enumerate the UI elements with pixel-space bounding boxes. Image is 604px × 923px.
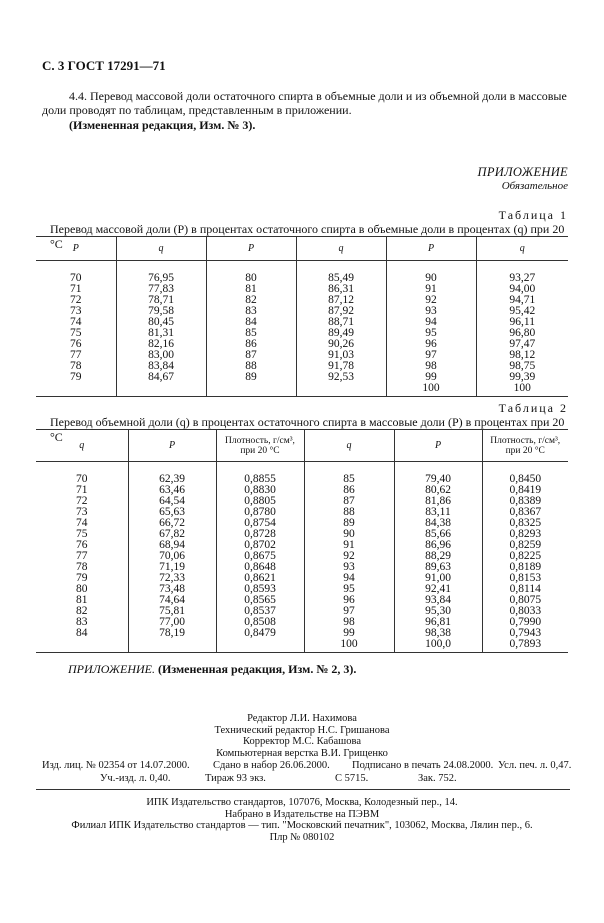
table2-cell: 64,54 [128, 496, 216, 507]
table-row [36, 573, 568, 584]
table1-cell: 99,39 [476, 372, 568, 383]
publisher-block [0, 797, 604, 843]
table1-header-cell: P [206, 237, 296, 261]
table1-header-cell: q [476, 237, 568, 261]
table1-cell: 74 [70, 316, 82, 328]
credits-block [0, 713, 604, 759]
table2-cell: 0,8450 [482, 474, 568, 485]
table1-cell: 88 [206, 361, 296, 372]
table-row [36, 518, 568, 529]
table2-header-cell: q [304, 430, 394, 462]
table2-cell: 0,8675 [216, 551, 304, 562]
table-row [36, 383, 568, 397]
table1-cell: 85,49 [296, 273, 386, 284]
table2-cell: 0,8780 [216, 507, 304, 518]
table2-cell: 79,40 [394, 474, 482, 485]
table2-cell: 0,8621 [216, 573, 304, 584]
credit-layout: Компьютерная верстка В.И. Грищенко [216, 747, 388, 759]
table2-label: Таблица 2 [498, 401, 568, 415]
table2-cell: 0,8728 [216, 529, 304, 540]
table2-cell: 88,29 [394, 551, 482, 562]
table1-cell: 87,92 [296, 306, 386, 317]
table2-cell: 95,30 [394, 606, 482, 617]
publisher-line-3: Филиал ИПК Издательство стандартов — тип. "Московский печатник", 103062, Москва, Лялин пер., 6. [71, 820, 533, 831]
table2-cell: 68,94 [128, 540, 216, 551]
table2-cell: 67,82 [128, 529, 216, 540]
table2-cell: 0,8325 [482, 518, 568, 529]
table2-cell: 86 [304, 485, 394, 496]
table2-cell: 84,38 [394, 518, 482, 529]
table1-cell: 77 [70, 349, 82, 361]
table2-header-cell: P [128, 430, 216, 462]
table2-cell: 0,8648 [216, 562, 304, 573]
table2-cell: 89 [304, 518, 394, 529]
table1-cell: 95,42 [476, 306, 568, 317]
table2-cell: 0,8225 [482, 551, 568, 562]
table2-header-cell: Плотность, г/см³, при 20 °C [482, 430, 568, 462]
imprint-copies: Тираж 93 экз. [205, 773, 266, 784]
table1-cell: 73 [70, 305, 82, 317]
table1-cell: 97 [386, 350, 476, 361]
table2-cell: 96 [304, 595, 394, 606]
table2-cell: 91 [304, 540, 394, 551]
table2-cell: 73,48 [128, 584, 216, 595]
table1-cell: 100 [476, 383, 568, 397]
table2-cell: 81 [76, 594, 88, 606]
table2-spacer-row [36, 462, 568, 475]
table1-cell: 86,31 [296, 284, 386, 295]
table1-cell: 96 [386, 339, 476, 350]
table1-cell: 98 [386, 361, 476, 372]
table2-cell: 0,8259 [482, 540, 568, 551]
table1-cell: 76,95 [116, 273, 206, 284]
table2-cell: 0,8419 [482, 485, 568, 496]
table2-cell: 85,66 [394, 529, 482, 540]
table2-cell: 75,81 [128, 606, 216, 617]
table2-cell: 0,8293 [482, 529, 568, 540]
publisher-line-1: ИПК Издательство стандартов, 107076, Москва, Колодезный пер., 14. [146, 797, 458, 808]
table-row [36, 328, 568, 339]
table2-caption: Перевод объемной доли (q) в процентах остаточного спирта в массовые доли (P) в процентах при 20 °C [50, 415, 565, 444]
table2-cell: 0,8153 [482, 573, 568, 584]
table2-cell: 0,7990 [482, 617, 568, 628]
table2-cell: 0,8754 [216, 518, 304, 529]
table2-cell: 98 [304, 617, 394, 628]
table2-cell: 92 [304, 551, 394, 562]
imprint-signed: Подписано в печать 24.08.2000. [352, 760, 494, 771]
table1-cell: 91 [386, 284, 476, 295]
table1-cell: 87 [206, 350, 296, 361]
table-row [36, 350, 568, 361]
table1-cell: 79 [70, 371, 82, 383]
table1-cell: 78,71 [116, 295, 206, 306]
table2-cell: 0,8537 [216, 606, 304, 617]
table2-cell: 92,41 [394, 584, 482, 595]
table2-cell: 84 [76, 627, 88, 639]
table1-cell: 94 [386, 317, 476, 328]
table2-cell: 0,8565 [216, 595, 304, 606]
table-row [36, 284, 568, 295]
table1-cell: 70 [70, 272, 82, 284]
table2-cell: 65,63 [128, 507, 216, 518]
table1-cell: 91,78 [296, 361, 386, 372]
table2-cell: 93 [304, 562, 394, 573]
table2-cell: 99 [304, 628, 394, 639]
table2-cell: 97 [304, 606, 394, 617]
table2-header-cell: q [36, 430, 128, 462]
table2-cell: 83 [76, 616, 88, 628]
table1-cell: 91,03 [296, 350, 386, 361]
table-row [36, 639, 568, 653]
table2-cell: 0,8702 [216, 540, 304, 551]
table1-cell: 86 [206, 339, 296, 350]
table2-cell: 88 [304, 507, 394, 518]
table1-cell: 79,58 [116, 306, 206, 317]
table1-cell: 98,75 [476, 361, 568, 372]
table1-label: Таблица 1 [498, 208, 568, 222]
table2-cell: 82 [76, 605, 88, 617]
table1-cell: 92,53 [296, 372, 386, 383]
table1-cell: 85 [206, 328, 296, 339]
table-row [36, 339, 568, 350]
table2 [36, 429, 568, 653]
table1-cell: 90 [386, 273, 476, 284]
table1-header-cell: q [116, 237, 206, 261]
table2-cell: 81,86 [394, 496, 482, 507]
table1-header-cell: P [36, 237, 116, 261]
table2-cell: 94 [304, 573, 394, 584]
table2-cell: 62,39 [128, 474, 216, 485]
table-row [36, 372, 568, 383]
table2-cell: 0,7943 [482, 628, 568, 639]
table2-header-cell: Плотность, г/см³, при 20 °C [216, 430, 304, 462]
table1-cell: 92 [386, 295, 476, 306]
table2-cell: 74 [76, 517, 88, 529]
table-row [36, 529, 568, 540]
table1-cell: 84,67 [116, 372, 206, 383]
imprint-license: Изд. лиц. № 02354 от 14.07.2000. [42, 760, 190, 771]
table2-cell: 77 [76, 550, 88, 562]
table2-cell: 0,7893 [482, 639, 568, 653]
table1-cell: 93,27 [476, 273, 568, 284]
table2-cell: 72,33 [128, 573, 216, 584]
table2-cell: 0,8389 [482, 496, 568, 507]
table1-cell: 72 [70, 294, 82, 306]
credit-corrector: Корректор М.С. Кабашова [243, 736, 361, 747]
table1-cell: 77,83 [116, 284, 206, 295]
table2-cell: 85 [304, 474, 394, 485]
table2-cell: 89,63 [394, 562, 482, 573]
table2-cell: 83,11 [394, 507, 482, 518]
table1-cell: 95 [386, 328, 476, 339]
table-row [36, 540, 568, 551]
publisher-line-4: Плр № 080102 [269, 831, 335, 843]
table1-cell: 98,12 [476, 350, 568, 361]
table2-cell: 0,8114 [482, 584, 568, 595]
table1-cell: 94,71 [476, 295, 568, 306]
table1-cell: 83,00 [116, 350, 206, 361]
table2-cell: 0,8805 [216, 496, 304, 507]
table-row [36, 584, 568, 595]
section-revision-note: (Измененная редакция, Изм. № 3). [69, 118, 256, 132]
table-row [36, 628, 568, 639]
table1-cell: 71 [70, 283, 82, 295]
table1-cell: 81 [206, 284, 296, 295]
table2-cell: 75 [76, 528, 88, 540]
table1-cell: 89,49 [296, 328, 386, 339]
table1-cell: 90,26 [296, 339, 386, 350]
table2-cell: 72 [76, 495, 88, 507]
table1-cell: 80 [206, 273, 296, 284]
table2-cell: 0,8033 [482, 606, 568, 617]
table2-cell: 73 [76, 506, 88, 518]
table1-cell: 75 [70, 327, 82, 339]
section-4-4-paragraph: 4.4. Перевод массовой доли остаточного спирта в объемные доли и из объемной доли в массовые доли проводят по таблицам, представленным в приложении. [42, 89, 567, 117]
table-row [36, 496, 568, 507]
table1-cell: 87,12 [296, 295, 386, 306]
table-row [36, 361, 568, 372]
table2-cell: 86,96 [394, 540, 482, 551]
publisher-line-2: Набрано в Издательстве на ПЭВМ [224, 808, 380, 820]
table2-cell: 0,8508 [216, 617, 304, 628]
table2-cell: 93,84 [394, 595, 482, 606]
page-header: С. 3 ГОСТ 17291—71 [42, 58, 166, 73]
imprint-divider [36, 789, 570, 790]
table-row [36, 273, 568, 284]
table2-cell [128, 639, 216, 653]
table2-cell: 0,8479 [216, 628, 304, 639]
appendix-revision-text: (Измененная редакция, Изм. № 2, 3). [157, 662, 357, 676]
table-row [36, 562, 568, 573]
table2-cell: 71,19 [128, 562, 216, 573]
table-row [36, 317, 568, 328]
table1-cell: 84 [206, 317, 296, 328]
table2-cell: 70,06 [128, 551, 216, 562]
table1 [36, 236, 568, 397]
table2-cell: 63,46 [128, 485, 216, 496]
table2-cell: 87 [304, 496, 394, 507]
table1-cell [116, 383, 206, 397]
table1-spacer-row [36, 261, 568, 274]
table2-cell: 0,8075 [482, 595, 568, 606]
table1-cell: 82,16 [116, 339, 206, 350]
table-row [36, 485, 568, 496]
table2-cell [36, 639, 128, 653]
table2-cell: 80,62 [394, 485, 482, 496]
table-row [36, 617, 568, 628]
table1-cell: 88,71 [296, 317, 386, 328]
table2-cell: 80 [76, 583, 88, 595]
table1-cell: 83,84 [116, 361, 206, 372]
table2-cell: 90 [304, 529, 394, 540]
table1-cell: 78 [70, 360, 82, 372]
table1-header-cell: P [386, 237, 476, 261]
table2-cell: 0,8189 [482, 562, 568, 573]
table1-header-cell: q [296, 237, 386, 261]
table2-cell: 98,38 [394, 628, 482, 639]
table1-cell [296, 383, 386, 397]
imprint-sent: Сдано в набор 26.06.2000. [213, 760, 330, 771]
table1-cell: 100 [386, 383, 476, 397]
imprint-code: С 5715. [335, 773, 369, 784]
table2-cell: 66,72 [128, 518, 216, 529]
table1-cell: 81,31 [116, 328, 206, 339]
table2-cell: 79 [76, 572, 88, 584]
imprint-order: Зак. 752. [418, 773, 457, 784]
table-row [36, 295, 568, 306]
appendix-subtitle: Обязательное [501, 180, 568, 192]
appendix-heading [478, 165, 568, 192]
table2-cell: 100 [304, 639, 394, 653]
table2-cell: 77,00 [128, 617, 216, 628]
table2-cell: 0,8830 [216, 485, 304, 496]
table2-cell: 100,0 [394, 639, 482, 653]
table2-cell: 76 [76, 539, 88, 551]
table-row [36, 551, 568, 562]
appendix-revision-title: ПРИЛОЖЕНИЕ. [68, 662, 155, 676]
table2-cell [216, 639, 304, 653]
table-row [36, 595, 568, 606]
credit-editor: Редактор Л.И. Нахимова [247, 713, 357, 724]
table2-cell: 95 [304, 584, 394, 595]
table2-cell: 74,64 [128, 595, 216, 606]
table1-cell: 80,45 [116, 317, 206, 328]
table2-cell: 0,8855 [216, 474, 304, 485]
table2-header-cell: P [394, 430, 482, 462]
table2-cell: 70 [76, 473, 88, 485]
table-row [36, 306, 568, 317]
table2-cell: 71 [76, 484, 88, 496]
table1-cell: 83 [206, 306, 296, 317]
table1-cell [206, 383, 296, 397]
table2-cell: 96,81 [394, 617, 482, 628]
table2-cell: 0,8593 [216, 584, 304, 595]
table1-cell: 97,47 [476, 339, 568, 350]
table-row [36, 474, 568, 485]
appendix-title: ПРИЛОЖЕНИЕ [477, 165, 568, 179]
appendix-revision-note [68, 662, 596, 676]
table2-cell: 78,19 [128, 628, 216, 639]
table-row [36, 507, 568, 518]
imprint-pub-sheets: Уч.-изд. л. 0,40. [100, 773, 171, 784]
table2-cell: 0,8367 [482, 507, 568, 518]
imprint-print-sheets: Усл. печ. л. 0,47. [498, 760, 572, 771]
table1-cell: 82 [206, 295, 296, 306]
table1-caption: Перевод массовой доли (P) в процентах остаточного спирта в объемные доли в процентах (q) при 20 °C [50, 222, 565, 251]
table1-cell [36, 383, 116, 397]
table1-cell: 99 [386, 372, 476, 383]
table1-cell: 89 [206, 372, 296, 383]
table1-cell: 76 [70, 338, 82, 350]
table2-cell: 78 [76, 561, 88, 573]
table1-cell: 94,00 [476, 284, 568, 295]
table2-cell: 91,00 [394, 573, 482, 584]
table1-cell: 93 [386, 306, 476, 317]
credit-tech-editor: Технический редактор Н.С. Гришанова [214, 724, 390, 736]
table1-cell: 96,80 [476, 328, 568, 339]
table-row [36, 606, 568, 617]
table1-cell: 96,11 [476, 317, 568, 328]
